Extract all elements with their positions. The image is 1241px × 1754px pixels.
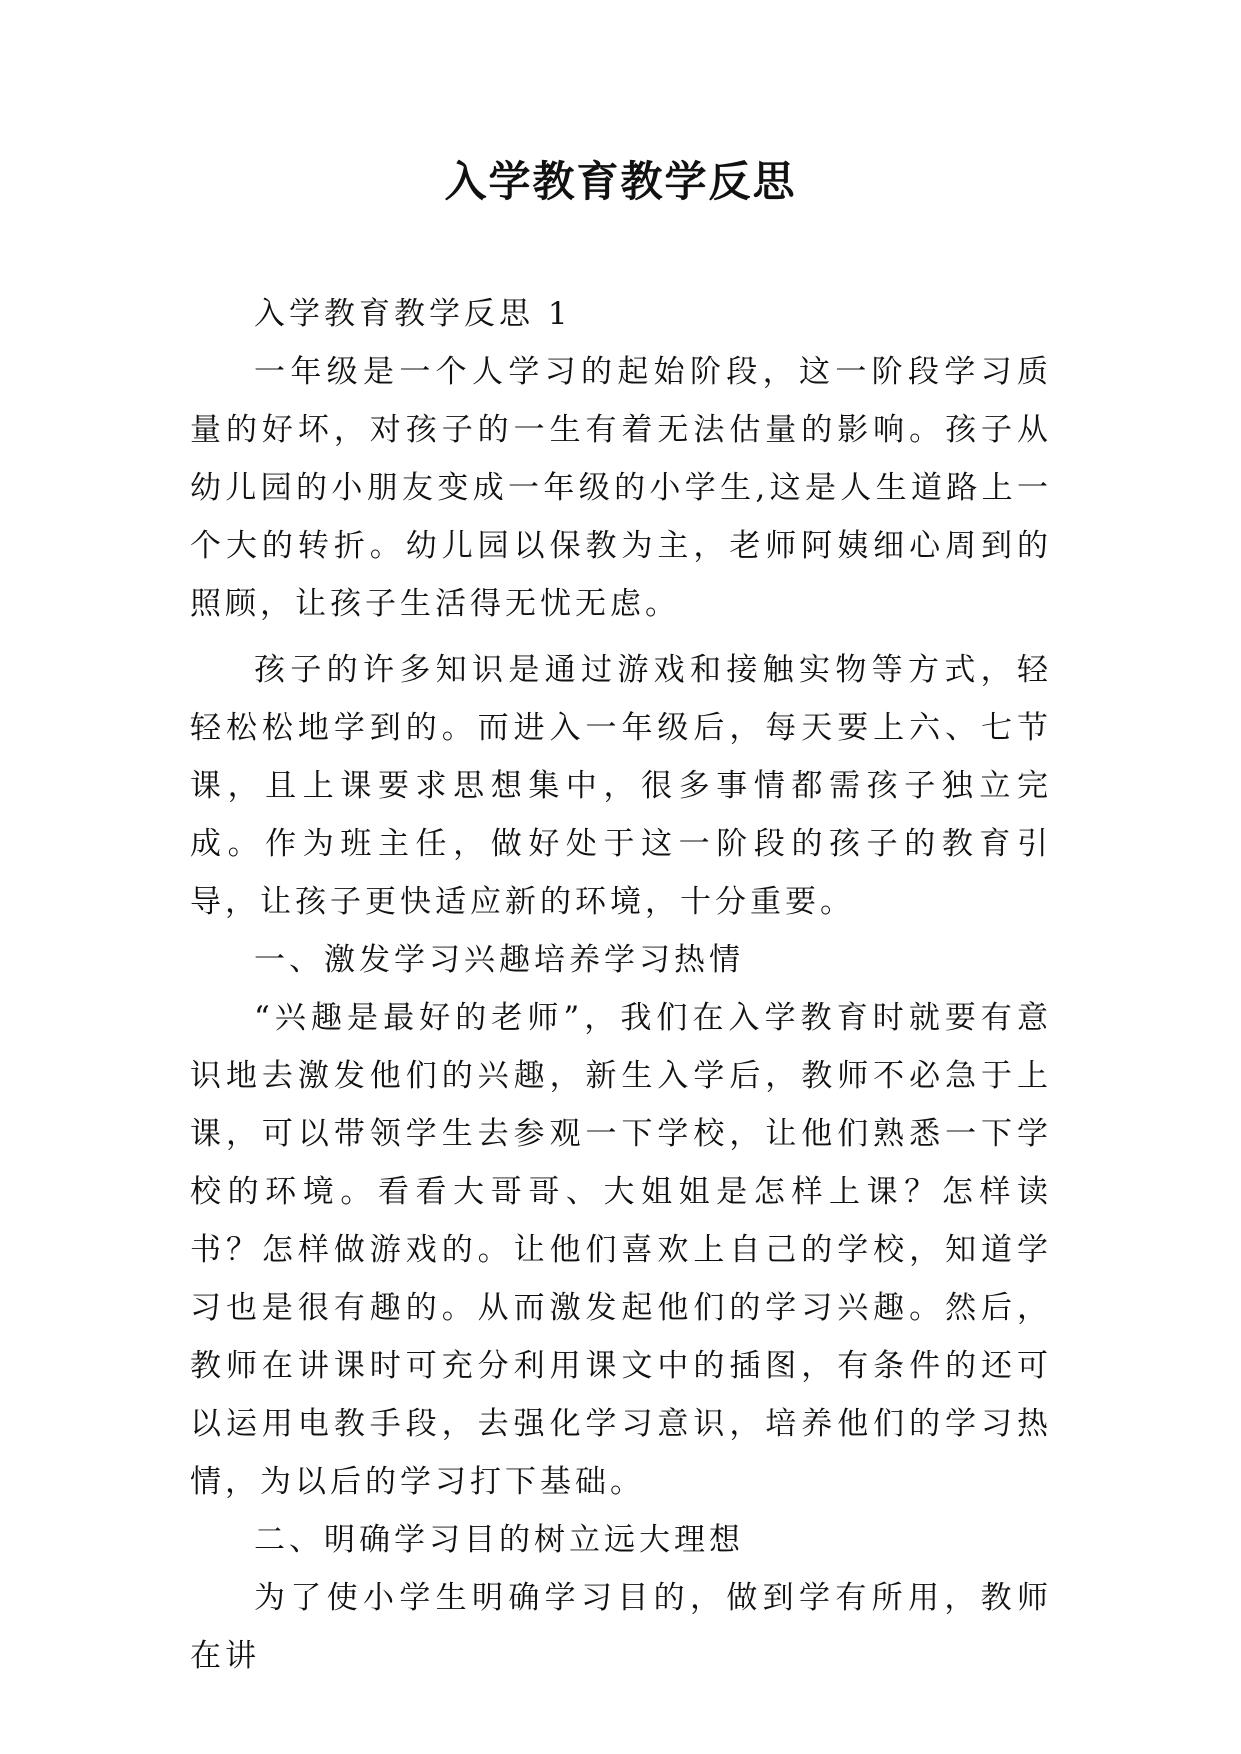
section-heading: 入学教育教学反思 1 (254, 296, 572, 332)
subsection-heading: 二、明确学习目的树立远大理想 (254, 1522, 744, 1558)
subsection-heading: 一、激发学习兴趣培养学习热情 (254, 942, 744, 978)
document-title: 入学教育教学反思 (444, 157, 797, 206)
document-body (190, 285, 1052, 1685)
body-paragraph: 一年级是一个人学习的起始阶段，这一阶段学习质量的好坏，对孩子的一生有着无法估量的影响。孩子从幼儿园的小朋友变成一年级的小学生,这是人生道路上一个大的转折。幼儿园以保教为主，老师阿姨细心周到的照顾，让孩子生活得无忧无虑。 (190, 354, 1052, 622)
body-paragraph: 为了使小学生明确学习目的，做到学有所用，教师在讲 (190, 1580, 1052, 1674)
body-paragraph: “兴趣是最好的老师”，我们在入学教育时就要有意识地去激发他们的兴趣，新生入学后，教师不必急于上课，可以带领学生去参观一下学校，让他们熟悉一下学校的环境。看看大哥哥、大姐姐是怎样上课？怎样读书？怎样做游戏的。让他们喜欢上自己的学校，知道学习也是很有趣的。从而激发起他们的学习兴趣。然后，教师在讲课时可充分利用课文中的插图，有条件的还可以运用电教手段，去强化学习意识，培养他们的学习热情，为以后的学习打下基础。 (190, 1000, 1052, 1500)
body-paragraph: 孩子的许多知识是通过游戏和接触实物等方式，轻轻松松地学到的。而进入一年级后，每天要上六、七节课，且上课要求思想集中，很多事情都需孩子独立完成。作为班主任，做好处于这一阶段的孩子的教育引导，让孩子更快适应新的环境，十分重要。 (190, 652, 1052, 920)
